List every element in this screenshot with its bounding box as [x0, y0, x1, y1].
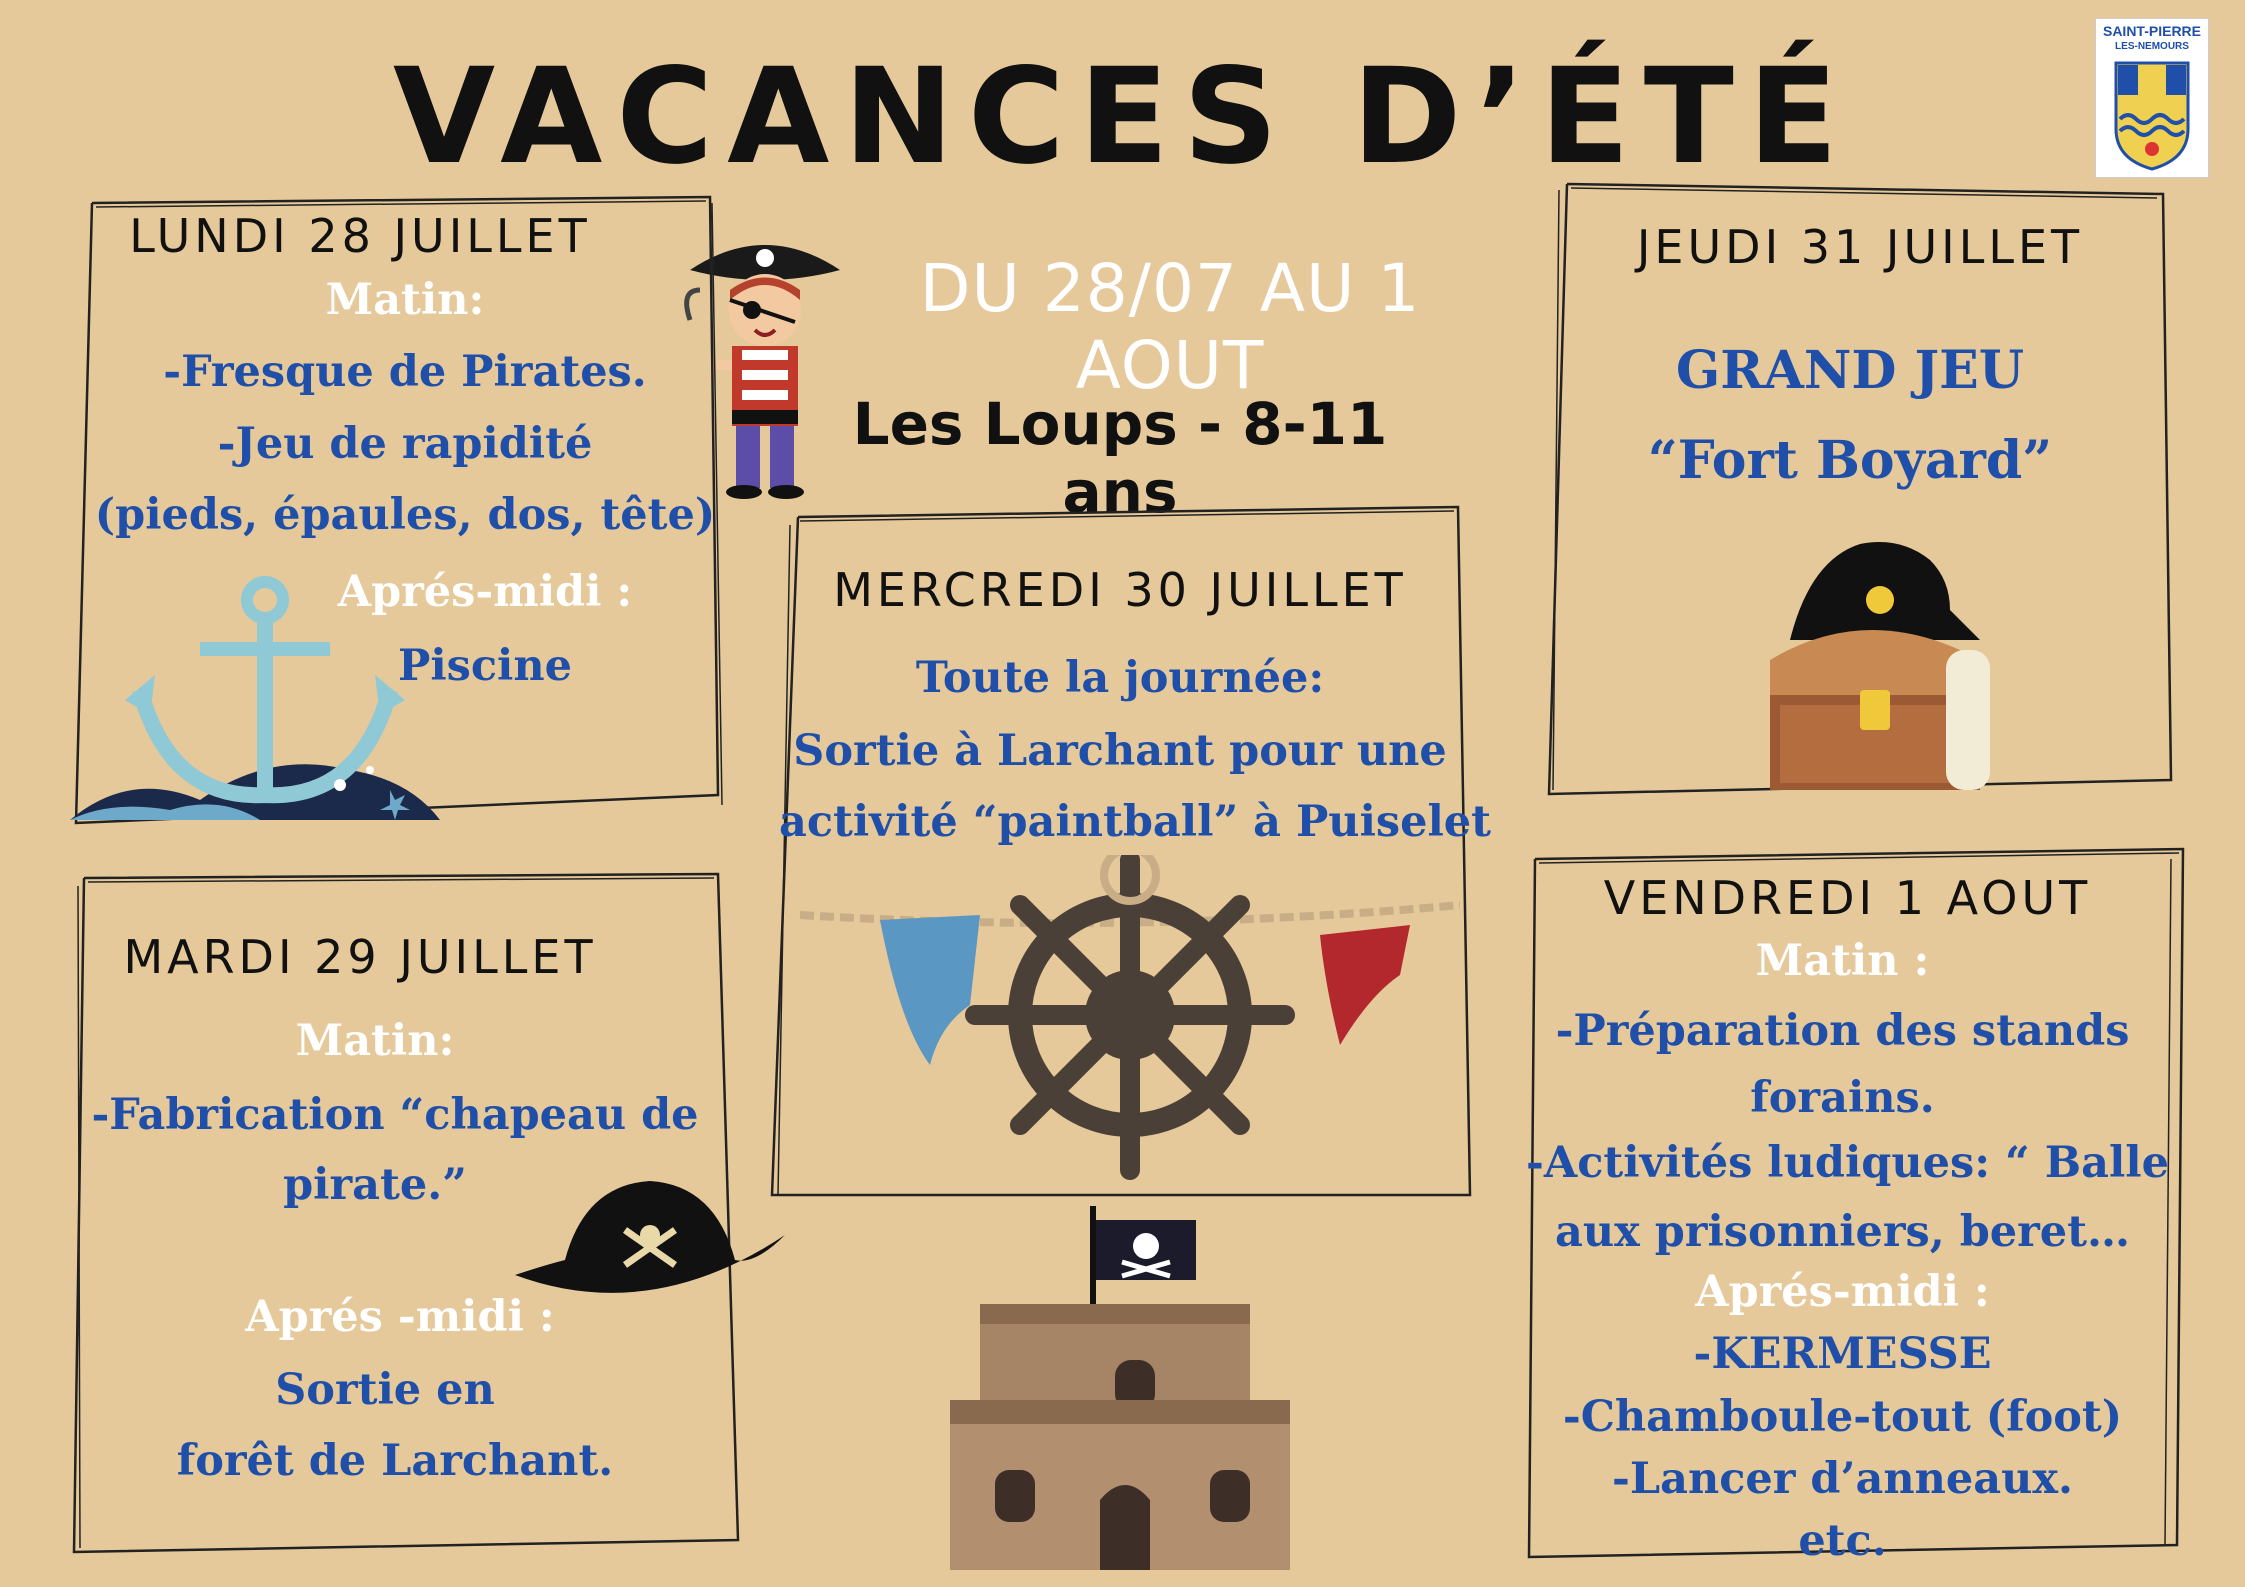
lundi-activity-3: (pieds, épaules, dos, tête) [94, 490, 716, 540]
logo-line1: SAINT-PIERRE [2102, 23, 2201, 39]
coat-of-arms-icon [2096, 19, 2208, 177]
mardi-title: MARDI 29 JUILLET [123, 930, 597, 984]
vendredi-apres-3: -Lancer d’anneaux. [1612, 1454, 2073, 1504]
town-logo [2095, 18, 2209, 178]
lundi-title: LUNDI 28 JUILLET [129, 209, 591, 263]
vendredi-activity-2: forains. [1750, 1073, 1935, 1123]
vendredi-box [1525, 845, 2190, 1570]
lundi-activity-2: -Jeu de rapidité [217, 419, 593, 469]
mardi-activity-1: -Fabrication “chapeau de [91, 1090, 699, 1140]
page-title: VACANCES D’ÉTÉ [392, 40, 1853, 194]
jeudi-title: JEUDI 31 JUILLET [1636, 220, 2084, 274]
mercredi-title: MERCREDI 30 JUILLET [833, 563, 1407, 617]
ship-wheel-icon [800, 855, 1460, 1185]
lundi-matin-label: Matin: [325, 275, 485, 325]
vendredi-activity-1: -Préparation des stands [1555, 1006, 2130, 1056]
mardi-activity-2: pirate.” [283, 1160, 467, 1210]
vendredi-apres-2: -Chamboule-tout (foot) [1562, 1392, 2123, 1442]
mardi-apres-2: forêt de Larchant. [176, 1436, 614, 1486]
anchor-icon [70, 570, 440, 830]
mardi-apres-label: Aprés -midi : [245, 1292, 555, 1342]
jeudi-line-1: GRAND JEU [1675, 340, 2025, 401]
date-range: DU 28/07 AU 1 AOUT [919, 250, 1421, 404]
mercredi-line-1: Toute la journée: [915, 653, 1325, 703]
lundi-apres: Piscine [397, 641, 572, 691]
mercredi-line-3: activité “paintball” à Puiselet [778, 797, 1492, 847]
lundi-apres-label: Aprés-midi : [337, 567, 633, 617]
lundi-activity-1: -Fresque de Pirates. [163, 347, 647, 397]
jeudi-line-2: “Fort Boyard” [1647, 430, 2053, 491]
vendredi-activity-4: aux prisonniers, beret… [1555, 1207, 2130, 1257]
age-group: Les Loups - 8-11 ans [852, 390, 1388, 526]
vendredi-apres-1: -KERMESSE [1693, 1329, 1992, 1379]
logo-line2: LES-NEMOURS [2115, 41, 2189, 52]
vendredi-apres-label: Aprés-midi : [1695, 1267, 1990, 1317]
vendredi-title: VENDREDI 1 AOUT [1603, 871, 2092, 925]
mardi-matin-label: Matin: [295, 1016, 455, 1066]
pirate-hat-icon [515, 1175, 785, 1315]
vendredi-apres-4: etc. [1798, 1516, 1887, 1566]
castle-icon [950, 1200, 1300, 1570]
vendredi-activity-3: -Activités ludiques: “ Balle [1526, 1138, 2169, 1188]
mardi-apres-1: Sortie en [275, 1365, 495, 1415]
treasure-chest-icon [1750, 540, 2000, 790]
vendredi-matin-label: Matin : [1755, 936, 1930, 986]
mercredi-line-2: Sortie à Larchant pour une [793, 726, 1447, 776]
